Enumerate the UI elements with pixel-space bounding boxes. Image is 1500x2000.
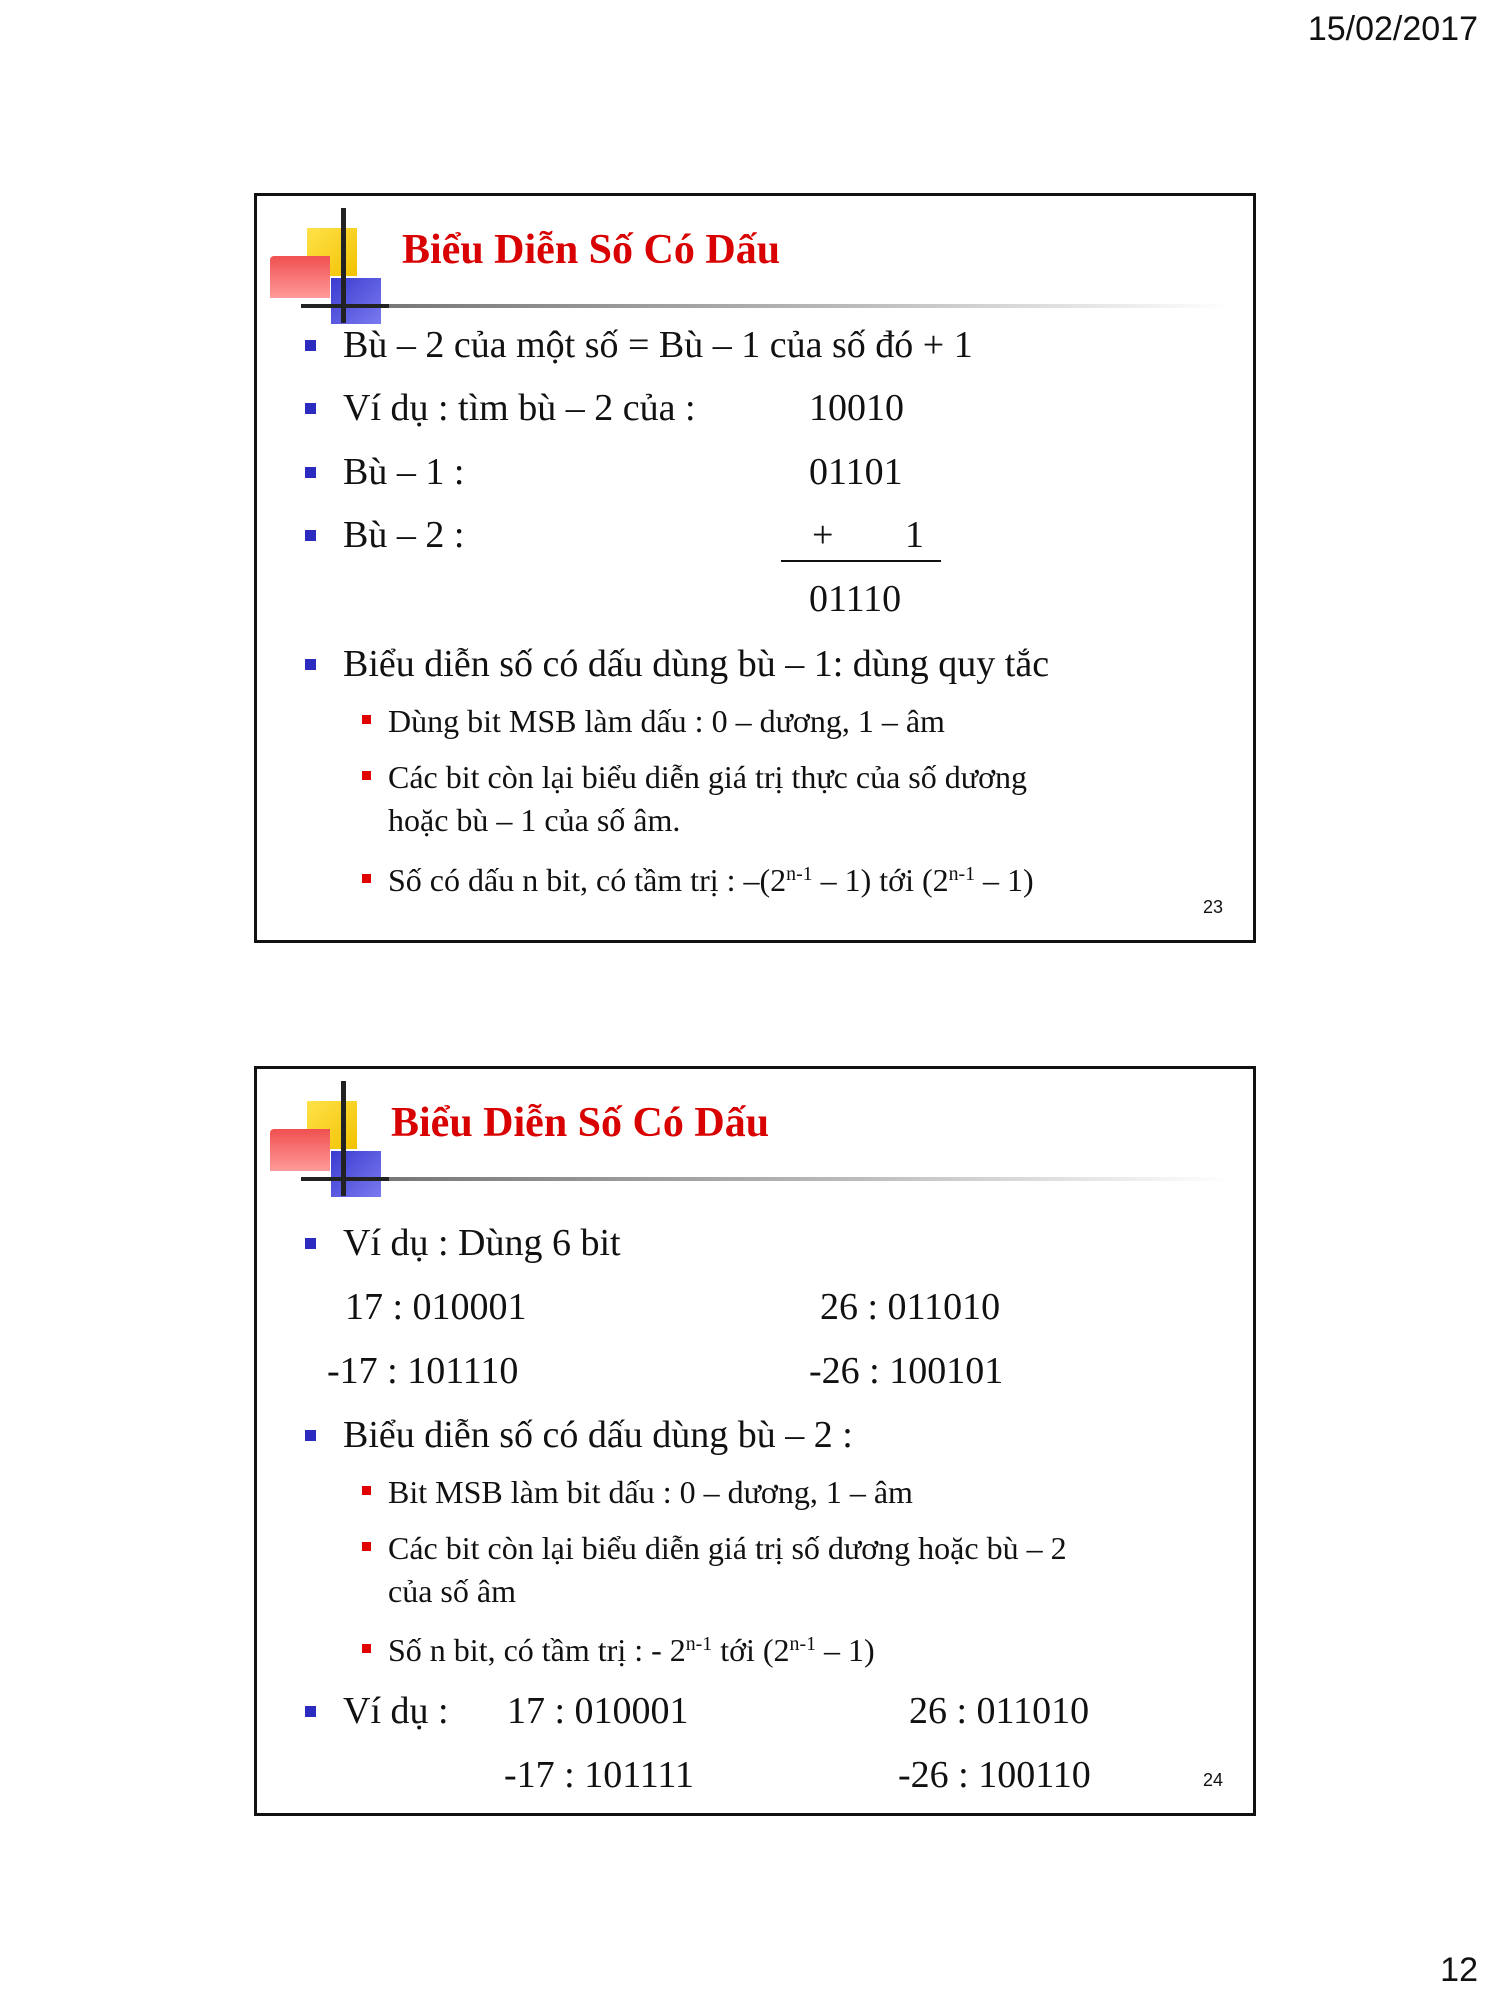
slide-title: Biểu Diễn Số Có Dấu [402, 227, 781, 273]
bullet-icon [305, 1706, 316, 1717]
bullet-item: Biểu diễn số có dấu dùng bù – 2 : [343, 1416, 853, 1454]
bullet-item: Bù – 2 của một số = Bù – 1 của số đó + 1 [343, 326, 973, 364]
slide-24 [254, 1066, 1256, 1816]
calc-result: 01110 [809, 578, 902, 620]
slide-23 [254, 193, 1256, 943]
sub-bullet-icon [362, 1486, 371, 1495]
calc-value: 01101 [809, 451, 903, 493]
bullet-item: Ví dụ : Dùng 6 bit [343, 1224, 621, 1262]
slide-logo-icon [265, 1081, 395, 1196]
sub-bullet-item: Các bit còn lại biểu diễn giá trị thực của số dương hoặc bù – 1 của số âm. [388, 756, 1027, 842]
sub-bullet-item: Số n bit, có tầm trị : - 2$^{n-1}$ tới (2$^{n-1}$ – 1) [388, 1629, 875, 1672]
title-underline [389, 304, 1229, 308]
example-value: 26 : 011010 [909, 1690, 1090, 1732]
example-value: -26 : 100110 [898, 1754, 1091, 1796]
sum-rule [781, 560, 941, 562]
sub-bullet-item: Các bit còn lại biểu diễn giá trị số dương hoặc bù – 2 của số âm [388, 1527, 1067, 1613]
bullet-icon [305, 1238, 316, 1249]
example-value: -17 : 101110 [327, 1350, 519, 1392]
example-value: 17 : 010001 [345, 1286, 527, 1328]
example-value: -17 : 101111 [504, 1754, 694, 1796]
bullet-item: Ví dụ : tìm bù – 2 của : [343, 389, 696, 427]
bullet-item: Biểu diễn số có dấu dùng bù – 1: dùng quy tắc [343, 645, 1049, 683]
title-underline [389, 1177, 1229, 1181]
bullet-item: Bù – 1 : [343, 453, 464, 491]
calc-value: 10010 [809, 387, 904, 429]
sub-bullet-icon [362, 715, 371, 724]
bullet-icon [305, 659, 316, 670]
example-value: 17 : 010001 [507, 1690, 689, 1732]
sub-bullet-item: Bit MSB làm bit dấu : 0 – dương, 1 – âm [388, 1471, 913, 1514]
bullet-item: Bù – 2 : [343, 516, 464, 554]
sub-bullet-icon [362, 771, 371, 780]
slide-title: Biểu Diễn Số Có Dấu [391, 1100, 770, 1146]
sub-bullet-item: Dùng bit MSB làm dấu : 0 – dương, 1 – âm [388, 700, 945, 743]
example-value: 26 : 011010 [820, 1286, 1001, 1328]
bullet-icon [305, 467, 316, 478]
calc-one: 1 [905, 514, 924, 556]
sub-bullet-icon [362, 874, 371, 883]
sub-bullet-icon [362, 1542, 371, 1551]
bullet-icon [305, 530, 316, 541]
bullet-icon [305, 1430, 316, 1441]
header-date: 15/02/2017 [1307, 10, 1478, 48]
slide-number: 23 [1202, 897, 1223, 917]
slide-logo-icon [265, 208, 395, 323]
sub-bullet-icon [362, 1644, 371, 1653]
calc-plus: + [812, 514, 834, 556]
bullet-icon [305, 403, 316, 414]
example-value: -26 : 100101 [809, 1350, 1004, 1392]
slide-number: 24 [1202, 1770, 1223, 1790]
page-number: 12 [1440, 1951, 1478, 1989]
bullet-icon [305, 340, 316, 351]
sub-bullet-item: Số có dấu n bit, có tầm trị : –(2$^{n-1}$ – 1) tới (2$^{n-1}$ – 1) [388, 859, 1034, 902]
bullet-item: Ví dụ : [343, 1692, 449, 1730]
